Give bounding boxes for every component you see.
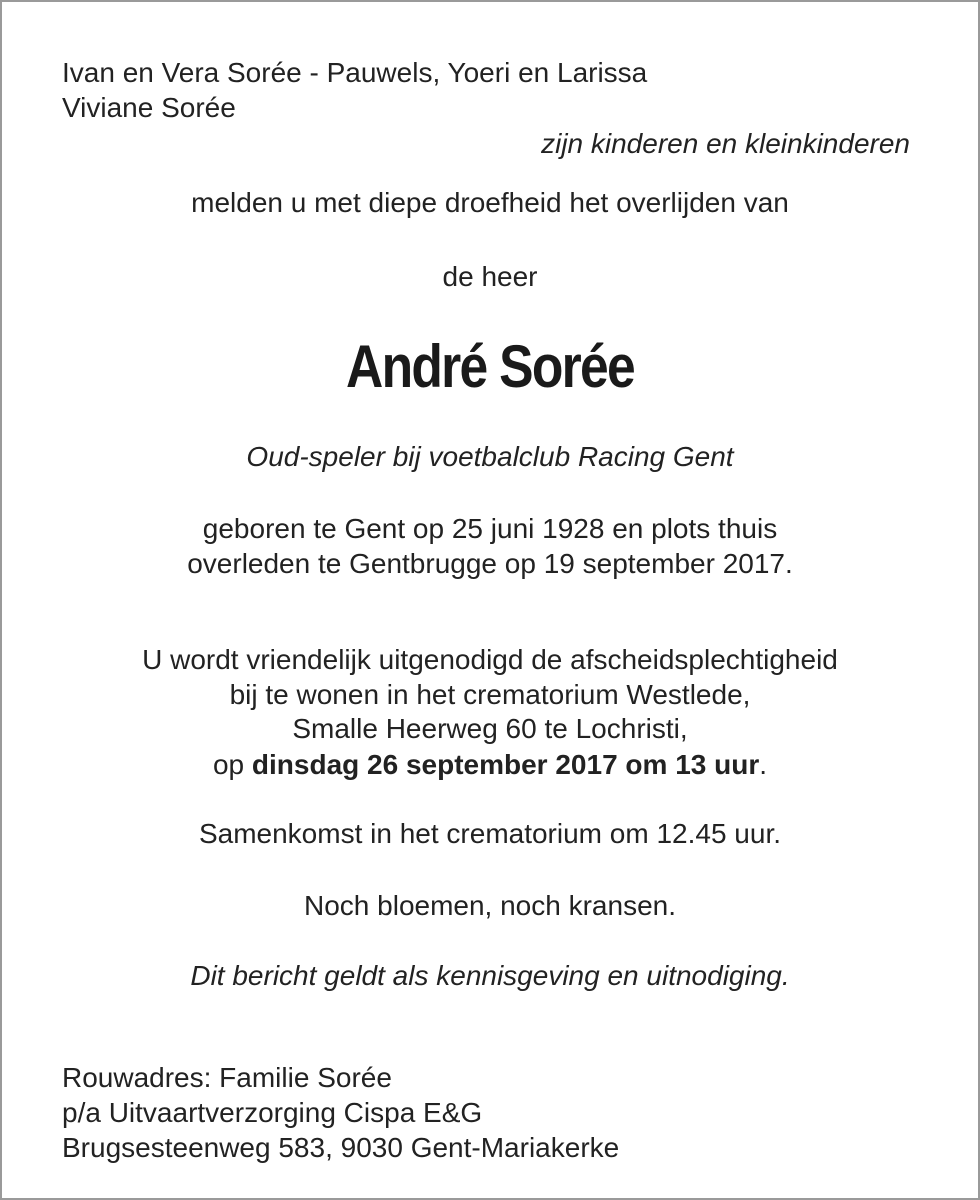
address-line-1: Rouwadres: Familie Sorée: [62, 1062, 392, 1093]
announcement-text: melden u met diepe droefheid het overlijden van: [191, 187, 789, 218]
family-line-2: Viviane Sorée: [62, 92, 236, 123]
flowers-text: Noch bloemen, noch kransen.: [304, 890, 676, 921]
ceremony-date: dinsdag 26 september 2017 om 13 uur: [251, 749, 760, 780]
family-line-1: Ivan en Vera Sorée - Pauwels, Yoeri en Larissa: [62, 57, 648, 88]
description: Oud-speler bij voetbalclub Racing Gent: [246, 441, 734, 472]
honorific-title: de heer: [442, 261, 538, 292]
ceremony-date-line: [2, 748, 978, 782]
death-line: overleden te Gentbrugge op 19 september 2017.: [187, 548, 793, 579]
address-line-2: p/a Uitvaartverzorging Cispa E&G: [62, 1097, 483, 1128]
family-relation: zijn kinderen en kleinkinderen: [541, 128, 910, 159]
address-line-3: Brugsesteenweg 583, 9030 Gent-Mariakerke: [62, 1132, 620, 1163]
deceased-name: André Sorée: [346, 333, 634, 400]
notice-text: Dit bericht geldt als kennisgeving en uitnodiging.: [190, 960, 790, 991]
invitation-line-1: U wordt vriendelijk uitgenodigd de afscheidsplechtigheid: [142, 644, 838, 675]
invitation-line-3: Smalle Heerweg 60 te Lochristi,: [292, 713, 688, 744]
gathering-text: Samenkomst in het crematorium om 12.45 uur.: [198, 818, 782, 849]
ceremony-date-suffix: .: [759, 749, 768, 780]
ceremony-date-prefix: op: [212, 749, 245, 780]
invitation-line-2: bij te wonen in het crematorium Westlede,: [229, 679, 751, 710]
birth-line: geboren te Gent op 25 juni 1928 en plots thuis: [202, 513, 778, 544]
